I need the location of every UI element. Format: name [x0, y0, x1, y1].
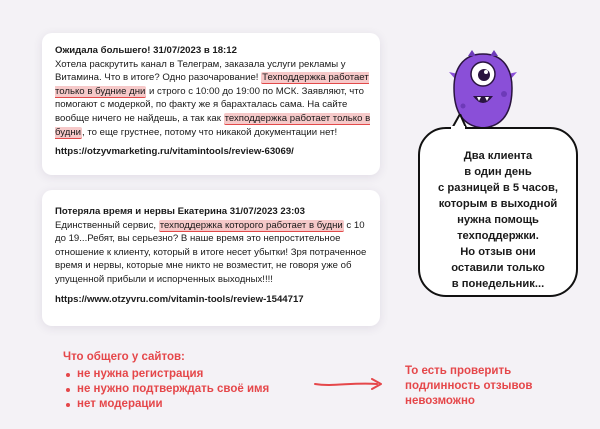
speech-bubble-text: [426, 148, 570, 292]
common-item: [77, 382, 269, 397]
review-1-highlight-1: Техподдержка работает только в будние дни: [55, 72, 369, 97]
common-list: [63, 367, 269, 412]
bubble-line-4: которым в выходной: [438, 198, 558, 210]
bubble-line-3: с разницей в 5 часов,: [438, 182, 558, 194]
bullet-icon: [66, 388, 70, 392]
common-heading: Что общего у сайтов:: [63, 351, 185, 363]
bubble-line-8: оставили только: [451, 262, 545, 274]
bubble-line-7: Но отзыв они: [460, 246, 536, 258]
conclusion-line-1: То есть проверить: [405, 365, 512, 377]
bubble-line-5: нужна помощь: [457, 214, 539, 226]
conclusion-line-2: подлинность отзывов: [405, 380, 533, 392]
review-2-link[interactable]: https://www.otzyvru.com/vitamin-tools/review-1544717: [55, 293, 304, 305]
speech-bubble: [418, 127, 578, 297]
review-2-highlight-1: техподдержка которого работает в будни: [159, 219, 343, 231]
review-1-highlight-2: техподдержка работает только в будни: [55, 112, 371, 138]
bubble-line-2: в один день: [464, 166, 532, 178]
review-1-text-part-1: Хотела раскрутить канал в Телеграм, заказала услуги рекламы у Витамина. Что в итоге? Одно разочарование!: [55, 58, 346, 84]
conclusion: [405, 364, 532, 409]
arrow-right-icon: [313, 378, 385, 390]
review-card-1: [42, 33, 380, 175]
bubble-line-1: Два клиента: [463, 150, 533, 162]
conclusion-line-3: невозможно: [405, 395, 475, 407]
review-1-body: [55, 58, 371, 140]
common-item: [77, 367, 269, 382]
review-1-title: Ожидала большего! 31/07/2023 в 18:12: [55, 45, 237, 56]
bullet-icon: [66, 403, 70, 407]
bubble-line-6: техподдержки.: [457, 230, 539, 242]
bubble-line-9: в понедельник...: [451, 278, 545, 290]
review-2-title: Потеряла время и нервы Екатерина 31/07/2023 23:03: [55, 206, 305, 217]
common-item-1: не нужна регистрация: [77, 368, 204, 380]
common-item-2: не нужно подтверждать своё имя: [77, 383, 270, 395]
review-1-text-part-3: , то еще грустнее, потому что никакой документации нет!: [82, 126, 338, 138]
common-item: [77, 397, 269, 412]
review-1-text-part-2: и строго с 10:00 до 19:00 по МСК. Заявляют, что помогают с модеркой, по факту же я барахталась сама. На сайте вообще ничего не найдешь, а так как: [55, 85, 364, 124]
common-features: [63, 351, 269, 412]
review-1-link[interactable]: https://otzyvmarketing.ru/vitamintools/review-63069/: [55, 146, 294, 158]
review-card-2: [42, 190, 380, 326]
review-2-text-part-1: Единственный сервис,: [55, 219, 159, 231]
common-item-3: нет модерации: [77, 398, 163, 410]
review-2-body: [55, 219, 371, 287]
bubble-seam-cover: [451, 126, 465, 130]
review-2-text-part-2: с 10 до 19...Ребят, вы серьезно? В наше время это непростительное отношение к клиенту, который в итоге несет убытки! Зря потраченное время и нервы, которые мне никто не возместит, не говоря уже об упущенной прибыли и испорченных выходных!!!!: [55, 219, 367, 285]
bullet-icon: [66, 373, 70, 377]
